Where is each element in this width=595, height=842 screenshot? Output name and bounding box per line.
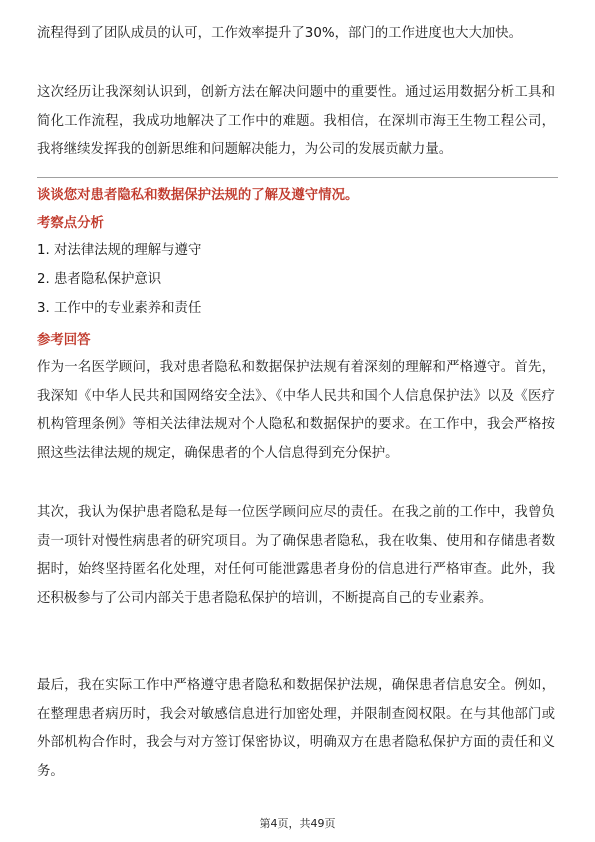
analysis-point: 2. 患者隐私保护意识 xyxy=(37,272,162,287)
analysis-point: 3. 工作中的专业素养和责任 xyxy=(37,301,202,316)
question-title: 谈谈您对患者隐私和数据保护法规的了解及遵守情况。 xyxy=(37,188,359,203)
page-number: 第4页，共49页 xyxy=(259,817,336,830)
answer-paragraph-2 xyxy=(37,499,555,613)
paragraph-continued xyxy=(37,20,555,49)
paragraph-text: 最后，我在实际工作中严格遵守患者隐私和数据保护法规，确保患者信息安全。例如，在整理患者病历时，我会对敏感信息进行加密处理，并限制查阅权限。在与其他部门或外部机构合作时，我会与对方签订保密协议，明确双方在患者隐私保护方面的责任和义务。 xyxy=(37,678,555,779)
analysis-point: 1. 对法律法规的理解与遵守 xyxy=(37,243,202,258)
section-divider xyxy=(37,177,558,178)
answer-paragraph-1 xyxy=(37,354,555,468)
paragraph-text: 其次，我认为保护患者隐私是每一位医学顾问应尽的责任。在我之前的工作中，我曾负责一项针对慢性病患者的研究项目。为了确保患者隐私，我在收集、使用和存储患者数据时，始终坚持匿名化处理，对任何可能泄露患者身份的信息进行严格审查。此外，我还积极参与了公司内部关于患者隐私保护的培训，不断提高自己的专业素养。 xyxy=(37,505,555,606)
answer-paragraph-3 xyxy=(37,672,555,786)
analysis-label: 考察点分析 xyxy=(37,216,104,231)
paragraph-text: 流程得到了团队成员的认可，工作效率提升了30%，部门的工作进度也大大加快。 xyxy=(37,26,523,41)
paragraph-text: 这次经历让我深刻认识到，创新方法在解决问题中的重要性。通过运用数据分析工具和简化工作流程，我成功地解决了工作中的难题。我相信，在深圳市海王生物工程公司，我将继续发挥我的创新思维和问题解决能力，为公司的发展贡献力量。 xyxy=(37,85,555,157)
answer-label: 参考回答 xyxy=(37,333,91,348)
paragraph-text: 作为一名医学顾问，我对患者隐私和数据保护法规有着深刻的理解和严格遵守。首先，我深知《中华人民共和国网络安全法》、《中华人民共和国个人信息保护法》以及《医疗机构管理条例》等相关法律法规对个人隐私和数据保护的要求。在工作中，我会严格按照这些法律法规的规定，确保患者的个人信息得到充分保护。 xyxy=(37,360,555,461)
paragraph-reflection xyxy=(37,79,555,165)
